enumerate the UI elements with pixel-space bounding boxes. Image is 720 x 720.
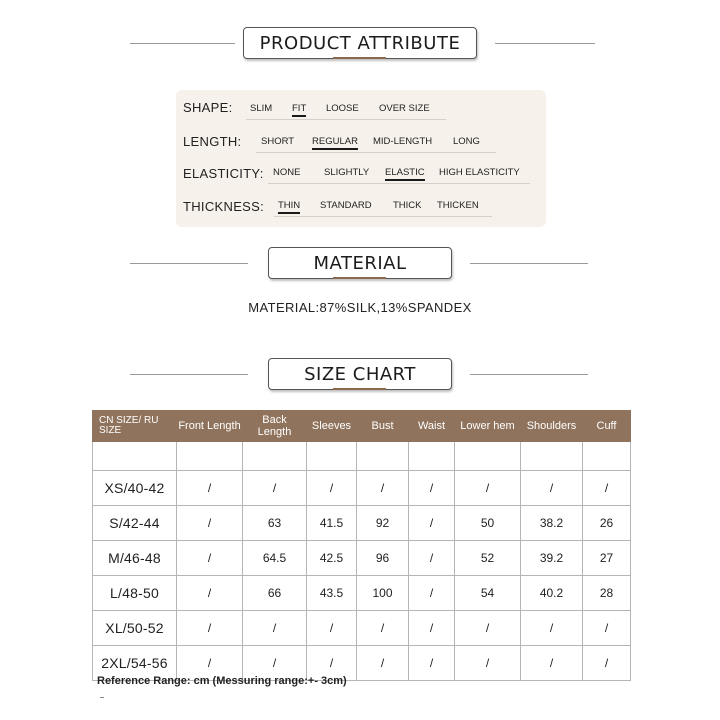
- attribute-option: SLIM: [250, 103, 273, 114]
- table-cell: 43.5: [307, 576, 357, 611]
- table-row-blank: [93, 442, 631, 471]
- table-cell: [93, 442, 177, 471]
- size-name-cell: M/46-48: [93, 541, 177, 576]
- table-cell: /: [307, 646, 357, 681]
- table-cell: /: [357, 646, 409, 681]
- table-cell: 52: [455, 541, 521, 576]
- table-cell: /: [521, 471, 583, 506]
- table-cell: 38.2: [521, 506, 583, 541]
- table-cell: /: [583, 646, 631, 681]
- material-title-text: MATERIAL: [313, 252, 407, 274]
- attribute-option: THICK: [393, 200, 422, 211]
- decorative-tick: [100, 697, 104, 698]
- attribute-option: NONE: [273, 167, 301, 178]
- table-cell: 42.5: [307, 541, 357, 576]
- attribute-label: THICKNESS:: [183, 199, 265, 214]
- table-cell: 54: [455, 576, 521, 611]
- divider-line: [495, 43, 595, 44]
- size-name-cell: L/48-50: [93, 576, 177, 611]
- attribute-option: MID-LENGTH: [373, 136, 433, 147]
- column-header: Lower hem: [455, 411, 521, 442]
- size-name-cell: XS/40-42: [93, 471, 177, 506]
- attribute-rule: [246, 119, 446, 120]
- table-cell: 50: [455, 506, 521, 541]
- table-cell: 28: [583, 576, 631, 611]
- table-cell: /: [177, 506, 243, 541]
- table-cell: 26: [583, 506, 631, 541]
- column-header: Back Length: [243, 411, 307, 442]
- table-header-row: [93, 411, 631, 442]
- attribute-row-thickness: [176, 195, 546, 217]
- divider-line: [470, 263, 588, 264]
- table-cell: /: [243, 646, 307, 681]
- size-chart-title-text: SIZE CHART: [304, 363, 416, 385]
- table-cell: 64.5: [243, 541, 307, 576]
- attribute-rule: [274, 216, 492, 217]
- table-cell: [307, 442, 357, 471]
- table-cell: /: [409, 611, 455, 646]
- table-cell: 66: [243, 576, 307, 611]
- table-cell: /: [455, 471, 521, 506]
- table-cell: 39.2: [521, 541, 583, 576]
- product-attribute-title: [243, 27, 477, 59]
- table-row: [93, 541, 631, 576]
- column-header: Front Length: [177, 411, 243, 442]
- table-cell: /: [243, 611, 307, 646]
- reference-note: Reference Range: cm (Messuring range:+- 3cm): [97, 675, 347, 687]
- table-cell: /: [409, 576, 455, 611]
- title-accent-bar: [333, 388, 386, 390]
- attribute-rule: [256, 152, 496, 153]
- table-cell: 41.5: [307, 506, 357, 541]
- table-cell: [243, 442, 307, 471]
- attribute-option: SLIGHTLY: [324, 167, 370, 178]
- table-cell: /: [177, 576, 243, 611]
- divider-line: [470, 374, 588, 375]
- table-row: [93, 576, 631, 611]
- material-composition: MATERIAL:87%SILK,13%SPANDEX: [248, 300, 472, 315]
- table-cell: /: [583, 611, 631, 646]
- title-accent-bar: [333, 277, 386, 279]
- column-header: Cuff: [583, 411, 631, 442]
- column-header: Sleeves: [307, 411, 357, 442]
- table-cell: /: [243, 471, 307, 506]
- table-cell: 40.2: [521, 576, 583, 611]
- attribute-panel: [176, 90, 546, 227]
- size-name-cell: 2XL/54-56: [93, 646, 177, 681]
- attribute-option-selected: FIT: [292, 103, 307, 114]
- table-cell: [583, 442, 631, 471]
- table-cell: /: [455, 646, 521, 681]
- column-header: Waist: [409, 411, 455, 442]
- table-cell: /: [409, 506, 455, 541]
- table-cell: /: [357, 471, 409, 506]
- table-cell: 63: [243, 506, 307, 541]
- attribute-option: STANDARD: [320, 200, 372, 211]
- column-header: Shoulders: [521, 411, 583, 442]
- table-cell: [455, 442, 521, 471]
- table-cell: /: [307, 471, 357, 506]
- table-cell: 96: [357, 541, 409, 576]
- table-row: [93, 471, 631, 506]
- product-attribute-title-text: PRODUCT ATTRIBUTE: [259, 32, 461, 54]
- material-title: [268, 247, 452, 279]
- attribute-rule: [268, 183, 530, 184]
- attribute-label: ELASTICITY:: [183, 166, 264, 181]
- table-cell: [177, 442, 243, 471]
- table-cell: /: [177, 471, 243, 506]
- table-row: [93, 506, 631, 541]
- table-cell: /: [357, 611, 409, 646]
- table-cell: /: [177, 611, 243, 646]
- table-cell: 100: [357, 576, 409, 611]
- attribute-row-shape: [176, 96, 546, 118]
- attribute-option: LONG: [453, 136, 480, 147]
- divider-line: [130, 263, 248, 264]
- table-cell: [357, 442, 409, 471]
- table-cell: 27: [583, 541, 631, 576]
- divider-line: [130, 43, 235, 44]
- table-cell: /: [177, 646, 243, 681]
- attribute-option-selected: REGULAR: [312, 136, 358, 147]
- table-cell: /: [409, 471, 455, 506]
- table-cell: /: [583, 471, 631, 506]
- attribute-option: SHORT: [261, 136, 295, 147]
- attribute-row-length: [176, 130, 546, 152]
- size-chart-title: [268, 358, 452, 390]
- table-cell: /: [307, 611, 357, 646]
- attribute-option-selected: ELASTIC: [385, 167, 425, 178]
- attribute-option: OVER SIZE: [379, 103, 430, 114]
- table-cell: /: [521, 611, 583, 646]
- attribute-row-elasticity: [176, 162, 546, 184]
- table-cell: 92: [357, 506, 409, 541]
- table-cell: /: [177, 541, 243, 576]
- table-cell: /: [409, 541, 455, 576]
- table-cell: [521, 442, 583, 471]
- table-cell: [409, 442, 455, 471]
- table-cell: /: [409, 646, 455, 681]
- column-header: Bust: [357, 411, 409, 442]
- attribute-label: SHAPE:: [183, 100, 233, 115]
- title-accent-bar: [333, 57, 386, 59]
- table-cell: /: [455, 611, 521, 646]
- table-row: [93, 611, 631, 646]
- size-chart-table: [92, 410, 631, 681]
- attribute-label: LENGTH:: [183, 134, 242, 149]
- size-name-cell: S/42-44: [93, 506, 177, 541]
- attribute-option: LOOSE: [326, 103, 359, 114]
- attribute-option: HIGH ELASTICITY: [439, 167, 520, 178]
- divider-line: [130, 374, 248, 375]
- column-header-size: CN SIZE/ RU SIZE: [93, 411, 177, 442]
- attribute-option-selected: THIN: [278, 200, 301, 211]
- attribute-option: THICKEN: [437, 200, 479, 211]
- size-name-cell: XL/50-52: [93, 611, 177, 646]
- table-cell: /: [521, 646, 583, 681]
